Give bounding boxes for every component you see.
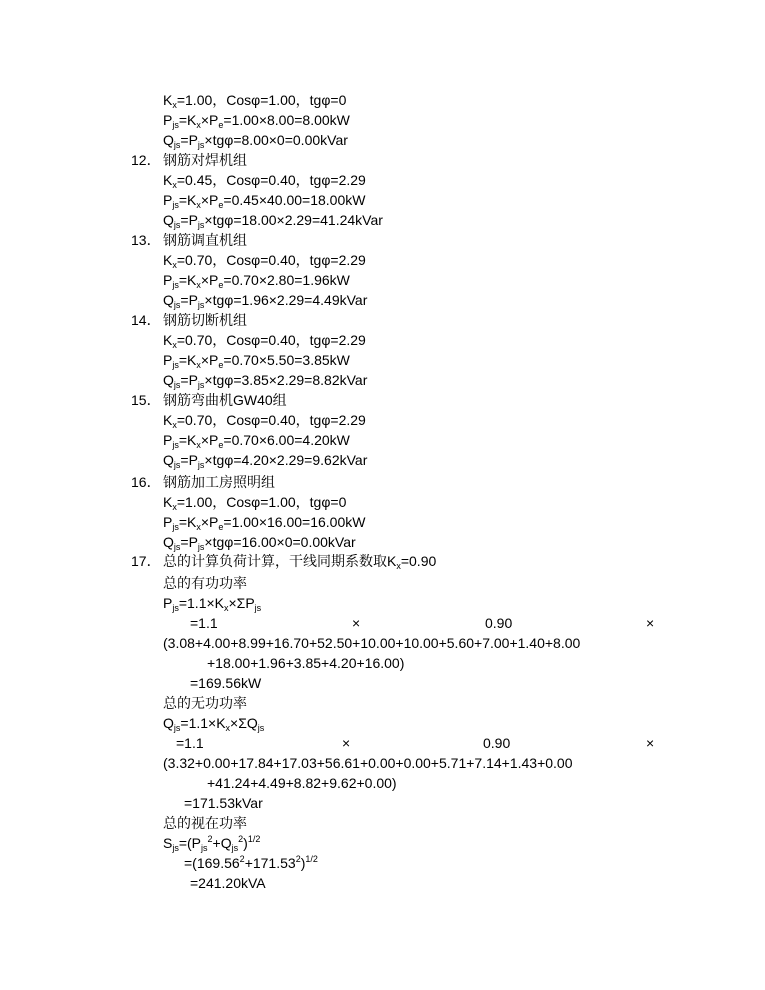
group-kx-line: $K_x=0.70$，Cosφ=0.40，tgφ=2.29 bbox=[163, 252, 366, 270]
reactive-result: =171.53kVar bbox=[184, 795, 263, 811]
item11-pjs-line: $P_{js}=K_x\times P_e=1.00\times 8.00=8.00kW$ bbox=[163, 112, 350, 130]
group-kx-line: $K_x=0.45$，Cosφ=0.40，tgφ=2.29 bbox=[163, 172, 366, 190]
group-kx-line: $K_x=0.70$，Cosφ=0.40，tgφ=2.29 bbox=[163, 412, 366, 430]
group-kx-line: $K_x=1.00$，Cosφ=1.00，tgφ=0 bbox=[163, 494, 347, 512]
group-title: 钢筋弯曲机GW40组 bbox=[163, 392, 287, 408]
times-sign: × bbox=[352, 615, 361, 631]
active-result: =169.56kW bbox=[190, 675, 262, 691]
apparent-power-title: 总的视在功率 bbox=[163, 815, 247, 831]
group-pjs-line: $P_{js}=K_x\times P_e=0.70\times 5.50=3.85kW$ bbox=[163, 352, 350, 370]
apparent-result: =241.20kVA bbox=[190, 875, 266, 891]
group-pjs-line: $P_{js}=K_x\times P_e=0.45\times 40.00=18.00kW$ bbox=[163, 192, 366, 210]
active-sum-line2: +18.00+1.96+3.85+4.20+16.00) bbox=[207, 655, 405, 671]
item-number: 15． bbox=[131, 392, 161, 408]
item-number: 14． bbox=[131, 312, 161, 328]
reactive-sum-line2: +41.24+4.49+8.82+9.62+0.00) bbox=[207, 775, 397, 791]
group-pjs-line: $P_{js}=K_x\times P_e=1.00\times 16.00=16.00kW$ bbox=[163, 514, 366, 532]
group-pjs-line: $P_{js}=K_x\times P_e=0.70\times 2.80=1.96kW$ bbox=[163, 272, 350, 290]
reactive-mult: =1.1 bbox=[176, 735, 204, 751]
active-power-formula: $P_{js}=1.1\times K_x\times\Sigma P_{js}$ bbox=[163, 595, 262, 613]
group-pjs-line: $P_{js}=K_x\times P_e=0.70\times 6.00=4.20kW$ bbox=[163, 432, 350, 450]
apparent-power-substituted: $=(169.56^2+171.53^2)^{1/2}$ bbox=[184, 854, 318, 871]
item-number: 13． bbox=[131, 232, 161, 248]
item-number: 17． bbox=[131, 553, 161, 569]
group-qjs-line: $Q_{js}=P_{js}\times tg\varphi=4.20\times 2.29=9.62kVar$ bbox=[163, 452, 368, 470]
group-title: 钢筋切断机组 bbox=[163, 312, 247, 328]
item11-qjs-line: $Q_{js}=P_{js}\times tg\varphi=8.00\times 0=0.00kVar$ bbox=[163, 132, 348, 150]
group-title: 钢筋加工房照明组 bbox=[163, 474, 275, 490]
active-power-title: 总的有功功率 bbox=[163, 575, 247, 591]
group-title: 钢筋调直机组 bbox=[163, 232, 247, 248]
reactive-sum-line1: (3.32+0.00+17.84+17.03+56.61+0.00+0.00+5.71+7.14+1.43+0.00 bbox=[163, 755, 573, 771]
item-number: 16． bbox=[131, 474, 161, 490]
group-qjs-line: $Q_{js}=P_{js}\times tg\varphi=18.00\times 2.29=41.24kVar$ bbox=[163, 212, 383, 230]
active-mult: =1.1 bbox=[190, 615, 218, 631]
group-qjs-line: $Q_{js}=P_{js}\times tg\varphi=1.96\times 2.29=4.49kVar$ bbox=[163, 292, 368, 310]
group-qjs-line: $Q_{js}=P_{js}\times tg\varphi=3.85\times 2.29=8.82kVar$ bbox=[163, 372, 368, 390]
item11-kx-line: $K_x=1.00$，Cosφ=1.00，tgφ=0 bbox=[163, 92, 347, 110]
active-sum-line1: (3.08+4.00+8.99+16.70+52.50+10.00+10.00+5.60+7.00+1.40+8.00 bbox=[163, 635, 581, 651]
group-title: 钢筋对焊机组 bbox=[163, 152, 247, 168]
total-heading: 总的计算负荷计算，干线同期系数取$K_x=0.90$ bbox=[163, 553, 437, 571]
times-sign: × bbox=[646, 615, 655, 631]
kx-value: 0.90 bbox=[485, 615, 513, 631]
times-sign: × bbox=[342, 735, 351, 751]
times-sign: × bbox=[646, 735, 655, 751]
item-number: 12． bbox=[131, 152, 161, 168]
reactive-power-formula: $Q_{js}=1.1\times K_x\times\Sigma Q_{js}$ bbox=[163, 715, 265, 733]
group-kx-line: $K_x=0.70$，Cosφ=0.40，tgφ=2.29 bbox=[163, 332, 366, 350]
kx-value: 0.90 bbox=[483, 735, 511, 751]
group-qjs-line: $Q_{js}=P_{js}\times tg\varphi=16.00\times 0=0.00kVar$ bbox=[163, 534, 356, 552]
apparent-power-formula: $S_{js}=(P_{js}^2+Q_{js}^2)^{1/2}$ bbox=[163, 834, 261, 853]
reactive-power-title: 总的无功功率 bbox=[163, 695, 247, 711]
